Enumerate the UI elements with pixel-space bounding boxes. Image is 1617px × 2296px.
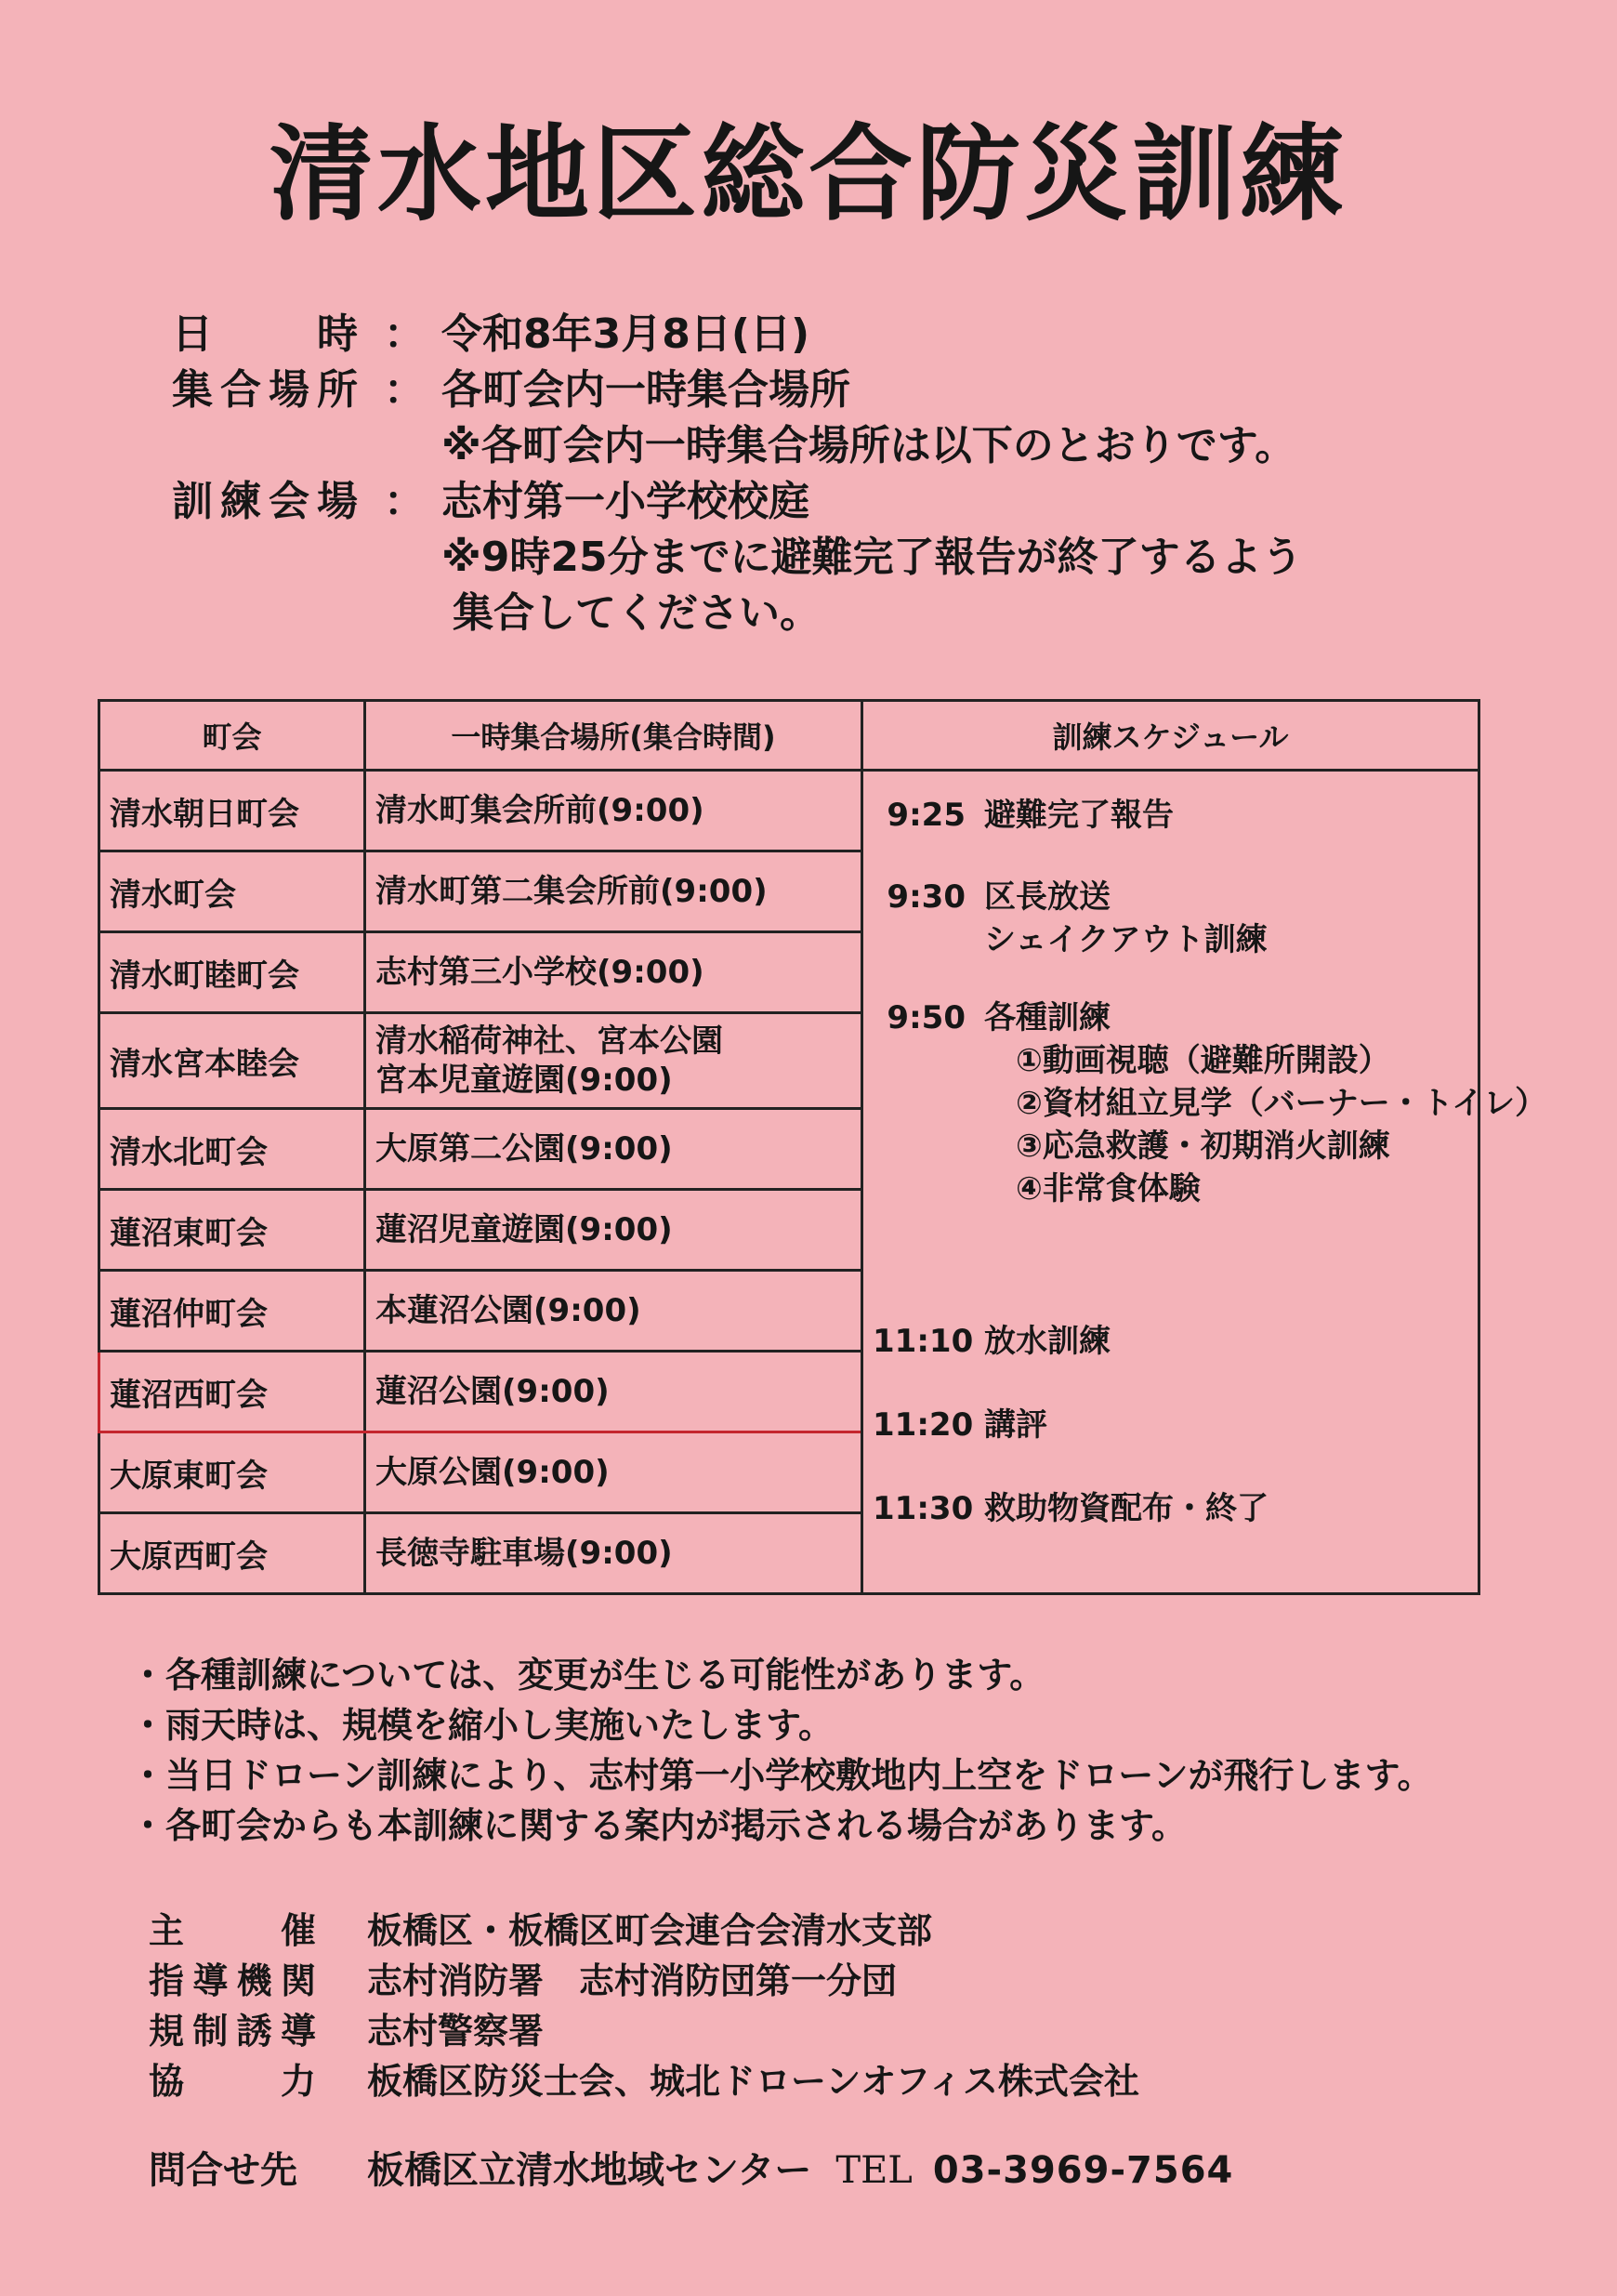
schedule-line: ④非常食体験 <box>984 1170 1201 1207</box>
gather-place <box>365 1352 862 1432</box>
table-row <box>99 771 1479 851</box>
organizer-value: 志村消防署 志村消防団第一分団 <box>367 1960 898 2001</box>
venue-note-2: 集合してください。 <box>453 589 821 637</box>
date-label: 日 時 <box>172 310 358 358</box>
tel-label: TEL <box>835 2149 913 2192</box>
gather-place <box>365 1013 862 1109</box>
contact-name: 板橋区立清水地域センター <box>367 2149 812 2192</box>
schedule-time: 9:30 <box>887 878 966 916</box>
organizer-label: 主 催 <box>149 1910 316 1951</box>
gather-place-line: 大原第二公園(9:00) <box>375 1130 673 1168</box>
colon: ： <box>384 478 425 525</box>
gather-place-line: 志村第三小学校(9:00) <box>375 954 704 991</box>
town-name: 大原東町会 <box>99 1432 365 1513</box>
contact-label: 問合せ先 <box>149 2149 297 2192</box>
header-town: 町会 <box>99 701 365 771</box>
organizer-label: 規 制 誘 導 <box>149 2011 316 2052</box>
schedule-text <box>984 1320 1111 1363</box>
gather-place-line: 蓮沼公園(9:00) <box>375 1373 610 1410</box>
gather-place <box>365 1513 862 1594</box>
venue-value: 志村第一小学校校庭 <box>441 478 809 525</box>
organizer-value: 志村警察署 <box>367 2011 545 2052</box>
date-value: 令和8年3月8日(日) <box>441 310 810 358</box>
schedule-time: 11:10 <box>873 1323 974 1360</box>
schedule-time: 9:25 <box>887 797 966 834</box>
gather-place <box>365 851 862 932</box>
gather-place-line: 長徳寺駐車場(9:00) <box>375 1535 673 1572</box>
contact-line <box>149 2143 1233 2198</box>
organizer-label: 指 導 機 関 <box>149 1960 316 2001</box>
schedule-line: 放水訓練 <box>984 1323 1111 1360</box>
gather-place-line: 清水稲荷神社、宮本公園 <box>375 1023 723 1060</box>
gather-place <box>365 1109 862 1190</box>
schedule-text <box>984 1487 1269 1530</box>
note-item: ・各町会からも本訓練に関する案内が掲示される場合があります。 <box>130 1805 1187 1846</box>
schedule-line: ②資材組立見学（バーナー・トイレ） <box>984 1085 1547 1122</box>
note-item: ・当日ドローン訓練により、志村第一小学校敷地内上空をドローンが飛行します。 <box>130 1755 1433 1796</box>
schedule-line: ①動画視聴（避難所開設） <box>984 1042 1390 1079</box>
schedule-line: 講評 <box>984 1406 1047 1444</box>
town-name: 蓮沼仲町会 <box>99 1271 365 1352</box>
town-name: 清水北町会 <box>99 1109 365 1190</box>
schedule-time: 11:30 <box>873 1490 974 1527</box>
schedule-line: 救助物資配布・終了 <box>984 1490 1269 1527</box>
gather-place <box>365 771 862 851</box>
gather-place <box>365 1190 862 1271</box>
header-schedule: 訓練スケジュール <box>862 701 1479 771</box>
header-place: 一時集合場所(集合時間) <box>365 701 862 771</box>
schedule-line: 避難完了報告 <box>984 797 1174 834</box>
gather-label: 集 合 場 所 <box>172 366 358 414</box>
schedule-line: 区長放送 <box>984 878 1111 916</box>
schedule-line: ③応急救護・初期消火訓練 <box>984 1128 1390 1165</box>
town-name: 清水町会 <box>99 851 365 932</box>
schedule-text <box>984 1404 1047 1446</box>
gather-place-line: 宮本児童遊園(9:00) <box>375 1062 673 1099</box>
training-schedule <box>862 771 1547 1594</box>
table-header-row <box>99 701 1479 771</box>
note-item: ・各種訓練については、変更が生じる可能性があります。 <box>130 1655 1045 1696</box>
gather-place <box>365 932 862 1013</box>
colon: ： <box>384 310 425 358</box>
schedule-time: 9:50 <box>887 999 966 1036</box>
gather-place <box>365 1432 862 1513</box>
organizer-label: 協 力 <box>149 2061 316 2102</box>
organizer-value: 板橋区防災士会、城北ドローンオフィス株式会社 <box>367 2061 1140 2102</box>
gather-note: ※各町会内一時集合場所は以下のとおりです。 <box>441 422 1296 469</box>
venue-label: 訓 練 会 場 <box>172 478 358 525</box>
tel-number: 03-3969-7564 <box>932 2149 1234 2192</box>
town-name: 蓮沼東町会 <box>99 1190 365 1271</box>
gather-place <box>365 1271 862 1352</box>
town-name: 清水朝日町会 <box>99 771 365 851</box>
venue-note-1: ※9時25分までに避難完了報告が終了するよう <box>441 534 1303 581</box>
town-name: 清水宮本睦会 <box>99 1013 365 1109</box>
schedule-line: 各種訓練 <box>984 999 1111 1036</box>
gather-place-line: 清水町第二集会所前(9:00) <box>375 873 768 910</box>
town-name: 清水町睦町会 <box>99 932 365 1013</box>
note-item: ・雨天時は、規模を縮小し実施いたします。 <box>130 1705 834 1746</box>
notes-list <box>130 1650 1432 1851</box>
gather-place-line: 蓮沼児童遊園(9:00) <box>375 1211 673 1248</box>
gather-place-line: 本蓮沼公園(9:00) <box>375 1292 641 1329</box>
gather-place-line: 大原公園(9:00) <box>375 1454 610 1491</box>
schedule-table <box>98 699 1547 1595</box>
town-name: 蓮沼西町会 <box>99 1352 365 1432</box>
gather-place-line: 清水町集会所前(9:00) <box>375 792 704 829</box>
organizer-value: 板橋区・板橋区町会連合会清水支部 <box>367 1910 933 1951</box>
schedule-line: シェイクアウト訓練 <box>984 921 1268 958</box>
town-name: 大原西町会 <box>99 1513 365 1594</box>
schedule-text <box>984 876 1268 961</box>
schedule-time: 11:20 <box>873 1406 974 1444</box>
schedule-text <box>984 794 1174 837</box>
gather-value: 各町会内一時集合場所 <box>441 366 850 414</box>
schedule-text <box>984 996 1546 1210</box>
colon: ： <box>384 366 425 414</box>
page-title: 清水地区総合防災訓練 <box>270 114 1348 235</box>
